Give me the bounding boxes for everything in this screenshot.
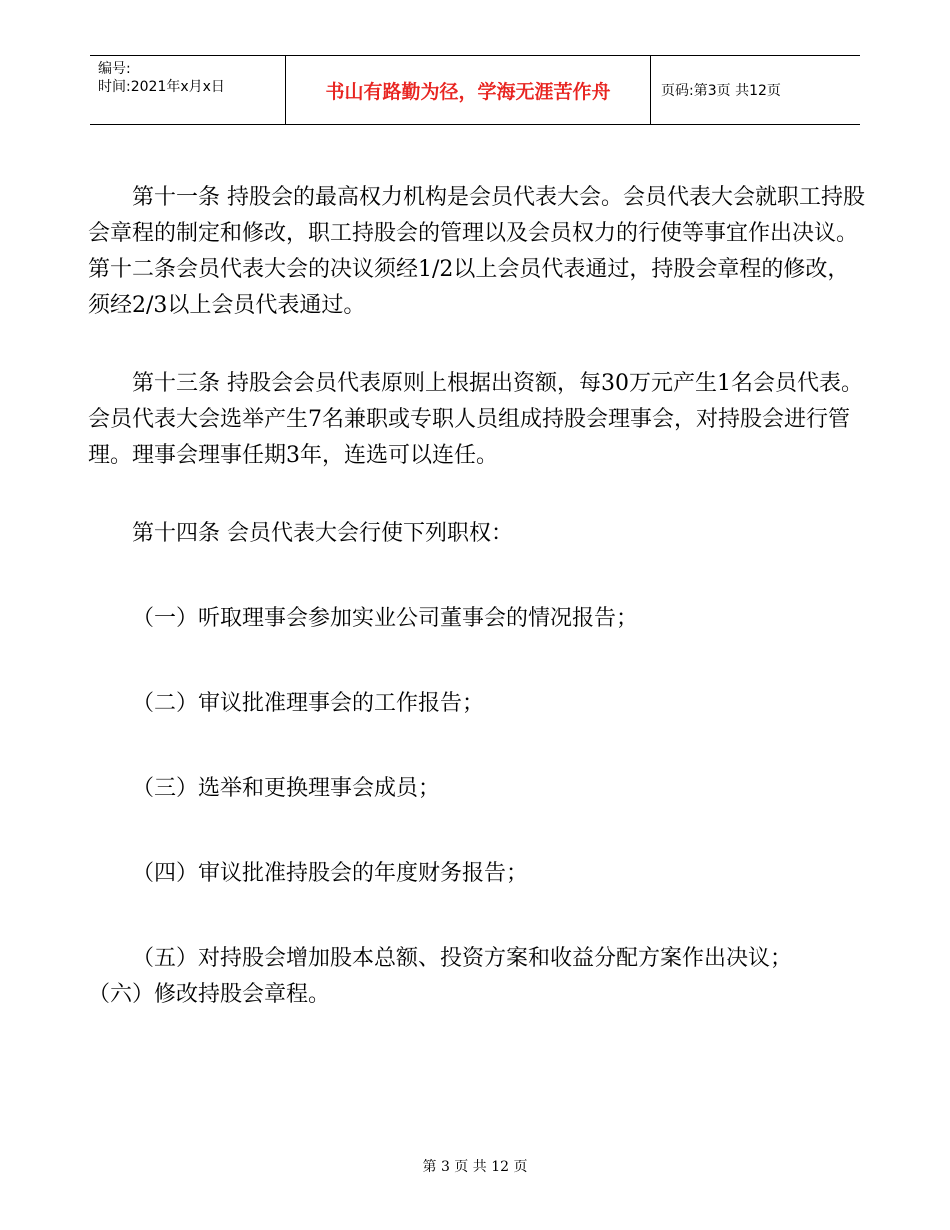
article-14-paragraph: 第十四条 会员代表大会行使下列职权：	[132, 521, 513, 546]
page-footer: 第 3 页 共 12 页	[422, 1159, 528, 1175]
article-11-paragraph: 第十一条 持股会的最高权力机构是会员代表大会。会员代表大会就职工持股会章程的制定和修改，职工持股会的管理以及会员权力的行使等事宜作出决议。第十二条会员代表大会的决议须经1/2以上会员代表通过，持股会章程的修改，须经2/3以上会员代表通过。	[88, 185, 865, 318]
header-motto: 书山有路勤为径，学海无涯苦作舟	[286, 56, 651, 124]
document-number-label: 编号:	[98, 61, 131, 77]
list-item: （五）对持股会增加股本总额、投资方案和收益分配方案作出决议；	[132, 946, 793, 971]
list-item: （一）听取理事会参加实业公司董事会的情况报告；	[132, 606, 639, 631]
list-item: （六）修改持股会章程。	[88, 982, 331, 1007]
document-time: 时间:2021年x月x日	[98, 79, 225, 95]
list-item: （二）审议批准理事会的工作报告；	[132, 691, 485, 716]
document-header	[90, 55, 860, 125]
article-13-paragraph: 第十三条 持股会会员代表原则上根据出资额，每30万元产生1名会员代表。会员代表大会选举产生7名兼职或专职人员组成持股会理事会，对持股会进行管理。理事会理事任期3年，连选可以连任。	[88, 371, 863, 468]
header-meta	[90, 56, 286, 124]
header-page-info: 页码:第3页 共12页	[661, 83, 781, 99]
document-body	[88, 180, 868, 1013]
list-item: （四）审议批准持股会的年度财务报告；	[132, 861, 529, 886]
list-item: （三）选举和更换理事会成员；	[132, 776, 441, 801]
